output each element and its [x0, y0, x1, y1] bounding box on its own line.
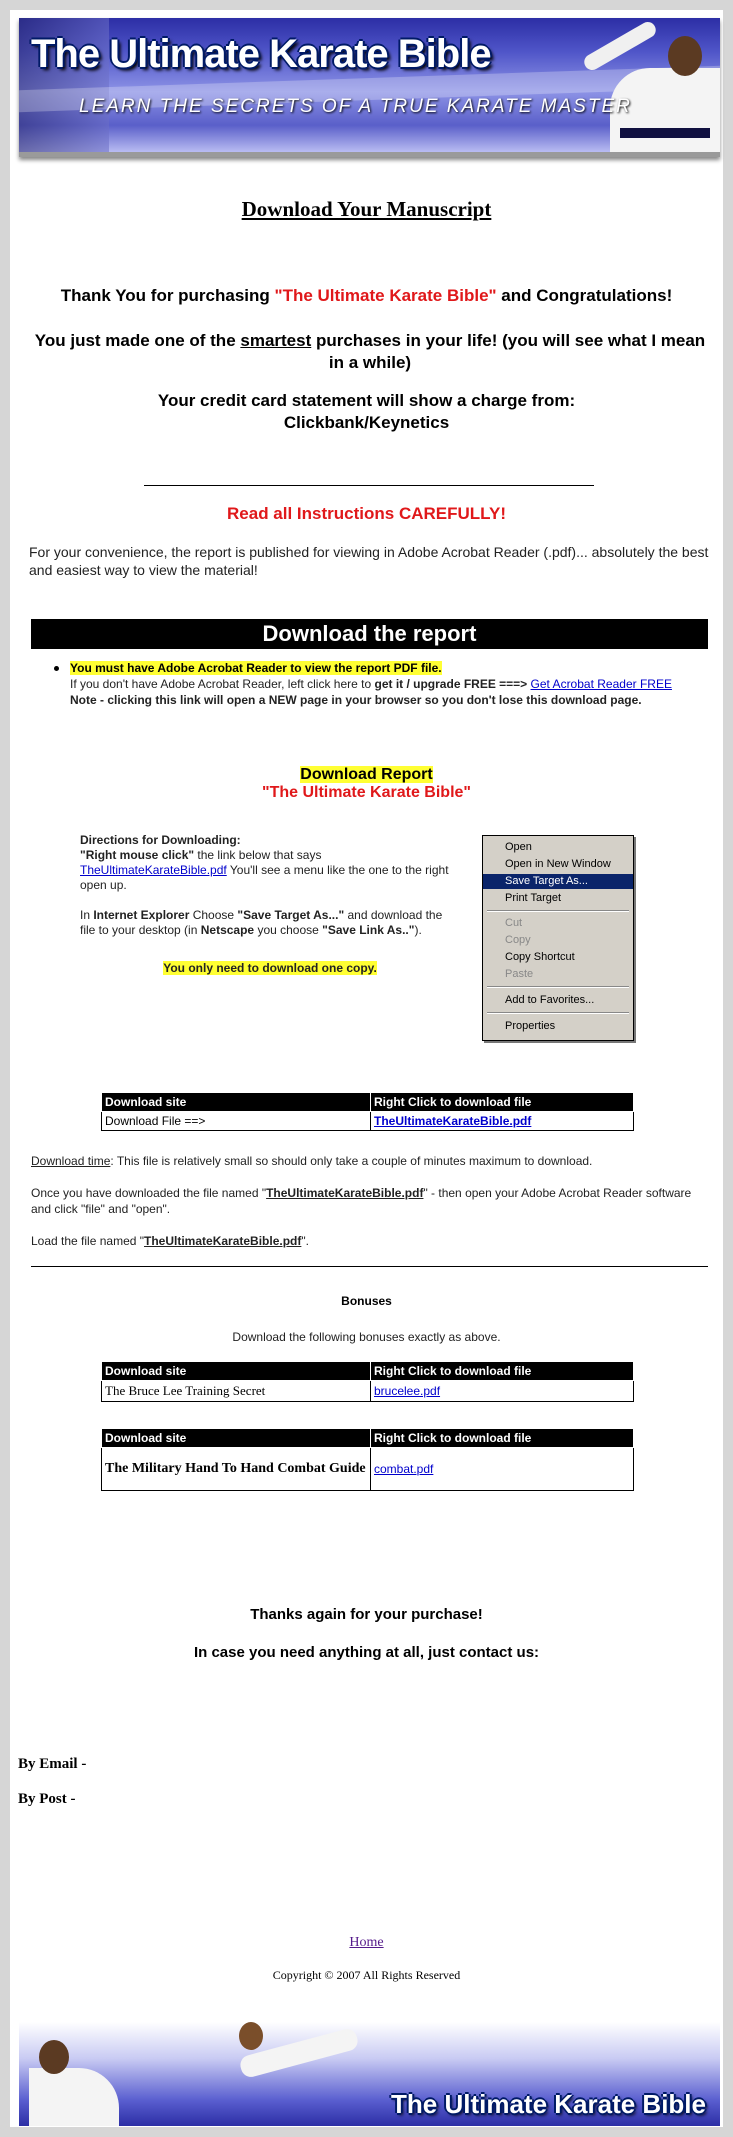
- menu-copy: Copy: [505, 934, 531, 946]
- footer-banner: [19, 2022, 720, 2126]
- menu-open: Open: [505, 841, 532, 853]
- contact-us: In case you need anything at all, just contact us:: [193, 1644, 540, 1661]
- menu-save-target: Save Target As...: [483, 874, 633, 889]
- thanks-again: Thanks again for your purchase!: [250, 1606, 483, 1623]
- read-all-instructions: Read all Instructions CAREFULLY!: [227, 504, 506, 523]
- bonus-table-2: Download site Right Click to download file The Military Hand To Hand Combat Guide combat.pdf: [101, 1428, 634, 1491]
- bonuses-title: Bonuses: [341, 1294, 392, 1308]
- menu-paste: Paste: [505, 968, 534, 980]
- menu-add-favorites: Add to Favorites...: [505, 994, 595, 1006]
- bonuses-subtitle: Download the following bonuses exactly as above.: [232, 1330, 501, 1344]
- download-report-heading: Download Report "The Ultimate Karate Bible": [262, 766, 471, 801]
- thank-you-line: Thank You for purchasing "The Ultimate Karate Bible" and Congratulations!: [60, 286, 673, 305]
- menu-cut: Cut: [505, 917, 523, 929]
- download-file-label: Download File ==>: [102, 1112, 371, 1131]
- fighter-right-image: [570, 18, 720, 152]
- download-info: Download time: This file is relatively small so should only take a couple of minutes maximum to download. Once you have downloaded the file named "TheUltimateKarateBible.pdf" - then open your Adobe Acrobat Reader software and click "file" and "open". Load the file named "TheUltimateKarateBible.pdf".: [31, 1154, 692, 1248]
- context-menu-illustration: [482, 835, 634, 1041]
- bonus-table-1: Download site Right Click to download file The Bruce Lee Training Secret brucelee.pdf: [101, 1361, 634, 1402]
- main-pdf-link[interactable]: TheUltimateKarateBible.pdf: [374, 1114, 532, 1128]
- divider: [144, 485, 594, 486]
- by-email-label: By Email -: [18, 1756, 87, 1772]
- page: [10, 10, 723, 2127]
- copyright: Copyright © 2007 All Rights Reserved: [272, 1968, 461, 1982]
- bullet-dot: [54, 666, 59, 671]
- brucelee-pdf-link[interactable]: brucelee.pdf: [374, 1384, 441, 1398]
- new-page-note: Note - clicking this link will open a NEW page in your browser so you don't lose this download page.: [70, 693, 642, 707]
- by-post-label: By Post -: [18, 1791, 76, 1807]
- page-title: Download Your Manuscript: [241, 197, 492, 221]
- acrobat-bullet: You must have Adobe Acrobat Reader to view the report PDF file. If you don't have Adobe Acrobat Reader, left click here to get it / upgrade FREE ===> Get Acrobat Reader FREE Note - clicking this link will open a NEW page in your browser so you don't lose this download page.: [54, 660, 714, 708]
- fighter-footer-image: [19, 2032, 139, 2126]
- banner-tagline: LEARN THE SECRETS OF A TRUE KARATE MASTER: [79, 96, 632, 117]
- directions-file-link[interactable]: TheUltimateKarateBible.pdf: [80, 863, 227, 877]
- credit-card-note: Your credit card statement will show a charge from: Clickbank/Keynetics: [157, 391, 576, 432]
- main-download-table: Download site Right Click to download file Download File ==> TheUltimateKarateBible.pdf: [101, 1092, 634, 1131]
- bonus-2-name: The Military Hand To Hand Combat Guide: [102, 1448, 371, 1491]
- home-link: Home: [349, 1935, 384, 1950]
- download-report-bar: Download the report: [31, 619, 708, 649]
- menu-copy-shortcut: Copy Shortcut: [505, 951, 575, 963]
- get-acrobat-link[interactable]: Get Acrobat Reader FREE: [530, 677, 672, 691]
- divider: [31, 1266, 708, 1267]
- download-directions: Directions for Downloading: "Right mouse click" the link below that says TheUltimateKarateBible.pdf You'll see a menu like the one to the right open up. In Internet Explorer Choose "Save Target As..." and download the file to your desktop (in Netscape you choose "Save Link As.."). You only need to download one copy.: [80, 833, 449, 975]
- menu-print-target: Print Target: [505, 892, 562, 904]
- footer-banner-title: The Ultimate Karate Bible: [391, 2089, 706, 2119]
- header-banner: [19, 18, 720, 157]
- acrobat-requirement: You must have Adobe Acrobat Reader to view the report PDF file.: [70, 661, 442, 675]
- menu-properties: Properties: [505, 1020, 556, 1032]
- menu-open-new-window: Open in New Window: [505, 858, 611, 870]
- convenience-text: For your convenience, the report is published for viewing in Adobe Acrobat Reader (.pdf)... absolutely the best and easiest way to view the material!: [29, 544, 709, 578]
- one-copy-note: You only need to download one copy.: [163, 961, 377, 975]
- bonus-1-name: The Bruce Lee Training Secret: [102, 1381, 371, 1402]
- smartest-line: You just made one of the smartest purchases in your life! (you will see what I mean in a while): [34, 331, 706, 372]
- combat-pdf-link[interactable]: combat.pdf: [374, 1462, 434, 1476]
- banner-title: The Ultimate Karate Bible: [31, 32, 491, 76]
